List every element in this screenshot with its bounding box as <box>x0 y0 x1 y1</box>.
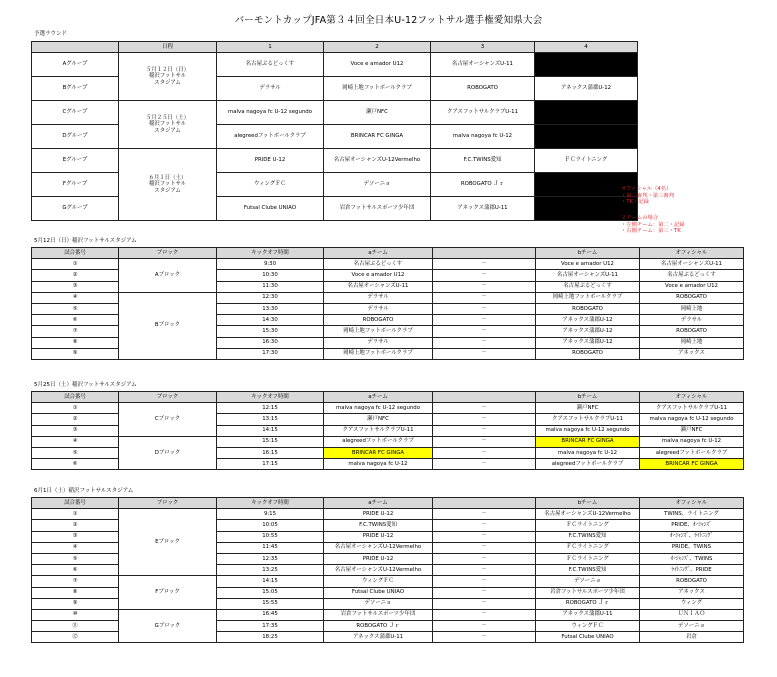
official-team: 名古屋オーシャンズU-11 <box>640 259 744 270</box>
match-number: ⑧ <box>32 337 119 348</box>
match-number: ⑦ <box>32 326 119 337</box>
official-team: BRINCAR FC GINGA <box>640 459 744 470</box>
match-header-cell: bチーム <box>536 392 640 403</box>
kickoff-time: 12:30 <box>217 292 324 303</box>
team-a: malva nagoya fc U-12 <box>324 459 433 470</box>
match-number: ⑦ <box>32 576 119 587</box>
team-b: F.C.TWINS愛知 <box>536 531 640 542</box>
match-number: ④ <box>32 542 119 553</box>
team-b: ウィングＦＣ <box>536 621 640 632</box>
team-a: 岡崎上地フットボールクラブ <box>324 348 433 359</box>
match-header-cell <box>433 248 536 259</box>
match-header-row <box>32 248 744 259</box>
kickoff-time: 18:25 <box>217 632 324 643</box>
team-a: デソーニョ <box>324 598 433 609</box>
match-header-cell: ブロック <box>119 392 217 403</box>
group-team: デソーニョ <box>324 173 431 197</box>
kickoff-time: 17:30 <box>217 348 324 359</box>
note-officials: オフィシャル（4名） ・第二審判・第三審判 ・TK・記録 <box>621 186 674 206</box>
official-team: ｵｰｼｬﾝｽﾞ、ﾗｲﾄﾆﾝｸﾞ <box>640 531 744 542</box>
group-header-cell: 4 <box>535 42 638 53</box>
group-date: ５月２５日（土） 稲沢フットサル スタジアム <box>119 101 217 149</box>
match-block: Bブロック <box>119 292 217 359</box>
team-b: 瀬戸NFC <box>536 403 640 414</box>
versus-mark: － <box>433 565 536 576</box>
team-b: ROBOGATO <box>536 348 640 359</box>
group-team: malva nagoya fc U-12 segundo <box>217 101 324 125</box>
match-header-cell: bチーム <box>536 498 640 509</box>
group-team: BRINCAR FC GINGA <box>324 125 431 149</box>
team-b: 名古屋ぶるどっくす <box>536 281 640 292</box>
team-b: ＦＣライトニング <box>536 520 640 531</box>
team-a: 名古屋オーシャンズU-12Vermelho <box>324 542 433 553</box>
kickoff-time: 15:15 <box>217 436 324 447</box>
official-team: ﾗｲﾄﾆﾝｸﾞ、PRIDE <box>640 565 744 576</box>
versus-mark: － <box>433 576 536 587</box>
match-number: ⑪ <box>32 621 119 632</box>
match-number: ⑤ <box>32 553 119 564</box>
official-team: PRIDE、ｵｰｼｬﾝｽﾞ <box>640 520 744 531</box>
group-row <box>32 53 638 77</box>
match-header-cell: aチーム <box>324 498 433 509</box>
match-number: ① <box>32 509 119 520</box>
official-team: ROBOGATO <box>640 576 744 587</box>
match-header-cell: オフィシャル <box>640 498 744 509</box>
official-team: 岡崎上地 <box>640 303 744 314</box>
team-a: デラサル <box>324 337 433 348</box>
official-team: ｵｰｼｬﾝｽﾞ、TWINS <box>640 553 744 564</box>
match-number: ⑩ <box>32 609 119 620</box>
versus-mark: － <box>433 326 536 337</box>
team-a: アネックス蒲郡U-11 <box>324 632 433 643</box>
official-team: ROBOGATO <box>640 292 744 303</box>
match-header-cell: 試合番号 <box>32 392 119 403</box>
match-header-cell: キックオフ時間 <box>217 248 324 259</box>
official-team: Voce e amador U12 <box>640 281 744 292</box>
match-header-cell: 試合番号 <box>32 498 119 509</box>
match-number: ② <box>32 520 119 531</box>
group-team: ウィングＦＣ <box>217 173 324 197</box>
match-number: ⑤ <box>32 447 119 458</box>
group-team: Futsal Clube UNIAO <box>217 197 324 221</box>
team-a: 名古屋ぶるどっくす <box>324 259 433 270</box>
official-team: 名古屋ぶるどっくす <box>640 270 744 281</box>
group-team: F.C.TWINS愛知 <box>431 149 535 173</box>
official-team: ウィング <box>640 598 744 609</box>
official-team: 瀬戸NFC <box>640 425 744 436</box>
team-b: アネックス蒲郡U-12 <box>536 315 640 326</box>
team-b: アネックス蒲郡U-12 <box>536 337 640 348</box>
group-header-cell: 1 <box>217 42 324 53</box>
versus-mark: － <box>433 632 536 643</box>
kickoff-time: 13:15 <box>217 414 324 425</box>
match-number: ② <box>32 270 119 281</box>
team-b: 名古屋オーシャンズU-12Vermelho <box>536 509 640 520</box>
kickoff-time: 16:15 <box>217 447 324 458</box>
kickoff-time: 11:30 <box>217 281 324 292</box>
official-team: クアスフットサルクラブU-11 <box>640 403 744 414</box>
group-team: ROBOGATO <box>431 77 535 101</box>
official-team: ROBOGATO <box>640 326 744 337</box>
match-header-cell: ブロック <box>119 498 217 509</box>
group-row <box>32 149 638 173</box>
team-b: 岡崎上地フットボールクラブ <box>536 292 640 303</box>
match-number: ⑥ <box>32 459 119 470</box>
versus-mark: － <box>433 425 536 436</box>
kickoff-time: 10:05 <box>217 520 324 531</box>
match-row <box>32 576 744 587</box>
group-name: Cグループ <box>32 101 119 125</box>
group-team: alegreedフットボールクラブ <box>217 125 324 149</box>
match-table-day3 <box>31 497 744 643</box>
kickoff-time: 17:15 <box>217 459 324 470</box>
match-row <box>32 509 744 520</box>
match-table-day1 <box>31 247 744 360</box>
official-team: malva nagoya fc U-12 segundo <box>640 414 744 425</box>
match-row <box>32 403 744 414</box>
section-title-day3: 6月1日（土）稲沢フットサルスタジアム <box>34 488 134 494</box>
match-number: ① <box>32 403 119 414</box>
match-row <box>32 609 744 620</box>
group-team: 名古屋オーシャンズU-11 <box>431 53 535 77</box>
group-header-cell: 2 <box>324 42 431 53</box>
match-header-cell: キックオフ時間 <box>217 498 324 509</box>
kickoff-time: 12:15 <box>217 403 324 414</box>
match-block: Aブロック <box>119 259 217 293</box>
group-team: クアスフットサルクラブU-11 <box>431 101 535 125</box>
team-b: ＦＣライトニング <box>536 542 640 553</box>
group-team: PRIDE U-12 <box>217 149 324 173</box>
versus-mark: － <box>433 531 536 542</box>
team-b: 名古屋オーシャンズU-11 <box>536 270 640 281</box>
team-a: デラサル <box>324 292 433 303</box>
team-b: Voce e amador U12 <box>536 259 640 270</box>
kickoff-time: 14:15 <box>217 576 324 587</box>
match-header-cell: キックオフ時間 <box>217 392 324 403</box>
team-a: ROBOGATO <box>324 315 433 326</box>
official-team: 岩倉 <box>640 632 744 643</box>
match-row <box>32 259 744 270</box>
kickoff-time: 10:30 <box>217 270 324 281</box>
match-number: ③ <box>32 531 119 542</box>
versus-mark: － <box>433 348 536 359</box>
versus-mark: － <box>433 553 536 564</box>
match-header-cell: ブロック <box>119 248 217 259</box>
team-b: malva nagoya fc U-12 segundo <box>536 425 640 436</box>
official-team: デソーニョ <box>640 621 744 632</box>
match-table-day2 <box>31 391 744 470</box>
group-header-cell: 日程 <box>119 42 217 53</box>
team-b: alegreedフットボールクラブ <box>536 459 640 470</box>
team-a: ウィングＦＣ <box>324 576 433 587</box>
match-header-cell <box>433 392 536 403</box>
versus-mark: － <box>433 292 536 303</box>
match-header-cell: aチーム <box>324 392 433 403</box>
versus-mark: － <box>433 459 536 470</box>
versus-mark: － <box>433 542 536 553</box>
team-a: 岩倉フットサルスポーツ少年団 <box>324 609 433 620</box>
match-header-cell: オフィシャル <box>640 392 744 403</box>
versus-mark: － <box>433 414 536 425</box>
versus-mark: － <box>433 447 536 458</box>
team-b: デソーニョ <box>536 576 640 587</box>
match-header-cell: 試合番号 <box>32 248 119 259</box>
match-header-cell: bチーム <box>536 248 640 259</box>
match-number: ④ <box>32 292 119 303</box>
group-date: ５月１２日（日） 稲沢フットサル スタジアム <box>119 53 217 101</box>
team-b: アネックス蒲郡U-11 <box>536 609 640 620</box>
document-title: バーモントカップJFA第３４回全日本U-12フットサル選手権愛知県大会 <box>234 15 543 26</box>
versus-mark: － <box>433 609 536 620</box>
group-date: ６月１日（土） 稲沢フットサル スタジアム <box>119 149 217 221</box>
kickoff-time: 16:30 <box>217 337 324 348</box>
group-header-cell: 3 <box>431 42 535 53</box>
kickoff-time: 11:45 <box>217 542 324 553</box>
kickoff-time: 13:25 <box>217 565 324 576</box>
official-team: アネックス <box>640 348 744 359</box>
team-a: クアスフットサルクラブU-11 <box>324 425 433 436</box>
group-team: 岡崎上地フットボールクラブ <box>324 77 431 101</box>
match-number: ⑥ <box>32 315 119 326</box>
match-number: ⑫ <box>32 632 119 643</box>
team-b: malva nagoya fc U-12 <box>536 447 640 458</box>
section-title-day2: 5月25日（土）稲沢フットサルスタジアム <box>34 382 137 388</box>
kickoff-time: 16:45 <box>217 609 324 620</box>
group-name: Fグループ <box>32 173 119 197</box>
note-two-teams: ２チームの場合 ・左側チーム：第二・記録 ・右側チーム：第三・TK <box>621 215 685 235</box>
team-b: クアスフットサルクラブU-11 <box>536 414 640 425</box>
match-number: ③ <box>32 281 119 292</box>
team-a: F.C.TWINS愛知 <box>324 520 433 531</box>
versus-mark: － <box>433 598 536 609</box>
match-number: ⑨ <box>32 598 119 609</box>
kickoff-time: 9:30 <box>217 259 324 270</box>
group-team: malva nagoya fc U-12 <box>431 125 535 149</box>
team-a: PRIDE U-12 <box>324 553 433 564</box>
team-b: ＦＣライトニング <box>536 553 640 564</box>
versus-mark: － <box>433 281 536 292</box>
kickoff-time: 9:15 <box>217 509 324 520</box>
team-b: Futsal Clube UNIAO <box>536 632 640 643</box>
kickoff-time: 14:15 <box>217 425 324 436</box>
team-a: BRINCAR FC GINGA <box>324 447 433 458</box>
kickoff-time: 17:35 <box>217 621 324 632</box>
match-block: Eブロック <box>119 509 217 576</box>
versus-mark: － <box>433 259 536 270</box>
team-b: ROBOGATO <box>536 303 640 314</box>
kickoff-time: 15:30 <box>217 326 324 337</box>
match-number: ⑥ <box>32 565 119 576</box>
team-a: 岡崎上地フットボールクラブ <box>324 326 433 337</box>
team-b: ROBOGATO Ｊｒ <box>536 598 640 609</box>
group-team: アネックス蒲郡U-11 <box>431 197 535 221</box>
group-name: Eグループ <box>32 149 119 173</box>
group-team: 名古屋オーシャンズU-12Vermelho <box>324 149 431 173</box>
section-title-day1: 5月12日（日）稲沢フットサルスタジアム <box>34 238 137 244</box>
match-number: ⑤ <box>32 303 119 314</box>
group-table-header <box>32 42 638 53</box>
team-b: BRINCAR FC GINGA <box>536 436 640 447</box>
official-team: alegreedフットボールクラブ <box>640 447 744 458</box>
official-team: PRIDE、TWINS <box>640 542 744 553</box>
group-team: アネックス蒲郡U-12 <box>535 77 638 101</box>
match-row <box>32 436 744 447</box>
team-a: 名古屋オーシャンズU-11 <box>324 281 433 292</box>
match-number: ⑨ <box>32 348 119 359</box>
match-number: ① <box>32 259 119 270</box>
team-a: ROBOGATO Ｊｒ <box>324 621 433 632</box>
team-b: 岩倉フットサルスポーツ少年団 <box>536 587 640 598</box>
team-b: アネックス蒲郡U-12 <box>536 326 640 337</box>
team-a: 瀬戸NFC <box>324 414 433 425</box>
group-team: ＦＣライトニング <box>535 149 638 173</box>
group-team: Voce e amador U12 <box>324 53 431 77</box>
match-block: Gブロック <box>119 609 217 643</box>
team-a: alegreedフットボールクラブ <box>324 436 433 447</box>
team-a: 名古屋オーシャンズU-12Vermelho <box>324 565 433 576</box>
versus-mark: － <box>433 509 536 520</box>
group-team: 岩倉フットサルスポーツ少年団 <box>324 197 431 221</box>
group-name: Dグループ <box>32 125 119 149</box>
match-number: ⑧ <box>32 587 119 598</box>
versus-mark: － <box>433 270 536 281</box>
match-header-cell: aチーム <box>324 248 433 259</box>
official-team: アネックス <box>640 587 744 598</box>
group-header-cell <box>32 42 119 53</box>
team-a: Futsal Clube UNIAO <box>324 587 433 598</box>
group-team: 名古屋ぶるどっくす <box>217 53 324 77</box>
group-team: 瀬戸NFC <box>324 101 431 125</box>
kickoff-time: 15:05 <box>217 587 324 598</box>
versus-mark: － <box>433 587 536 598</box>
kickoff-time: 10:55 <box>217 531 324 542</box>
group-table <box>31 41 638 221</box>
versus-mark: － <box>433 303 536 314</box>
group-cell-empty <box>535 125 638 149</box>
versus-mark: － <box>433 520 536 531</box>
match-header-row <box>32 498 744 509</box>
group-team: ROBOGATO Ｊｒ <box>431 173 535 197</box>
team-a: malva nagoya fc U-12 segundo <box>324 403 433 414</box>
group-name: Bグループ <box>32 77 119 101</box>
versus-mark: － <box>433 337 536 348</box>
match-header-cell: オフィシャル <box>640 248 744 259</box>
kickoff-time: 13:30 <box>217 303 324 314</box>
group-cell-empty <box>535 53 638 77</box>
official-team: デラサル <box>640 315 744 326</box>
versus-mark: － <box>433 436 536 447</box>
section-label-preliminary: 予選ラウンド <box>34 31 68 37</box>
group-team: デラサル <box>217 77 324 101</box>
versus-mark: － <box>433 621 536 632</box>
team-a: Voce e amador U12 <box>324 270 433 281</box>
match-header-cell <box>433 498 536 509</box>
match-number: ② <box>32 414 119 425</box>
team-a: PRIDE U-12 <box>324 509 433 520</box>
match-row <box>32 292 744 303</box>
official-team: malva nagoya fc U-12 <box>640 436 744 447</box>
match-number: ③ <box>32 425 119 436</box>
match-block: Fブロック <box>119 576 217 610</box>
versus-mark: － <box>433 403 536 414</box>
kickoff-time: 12:35 <box>217 553 324 564</box>
group-cell-empty <box>535 101 638 125</box>
team-a: デラサル <box>324 303 433 314</box>
versus-mark: － <box>433 315 536 326</box>
match-header-row <box>32 392 744 403</box>
match-number: ④ <box>32 436 119 447</box>
kickoff-time: 14:30 <box>217 315 324 326</box>
official-team: ＵＮＩＡＯ <box>640 609 744 620</box>
official-team: 岡崎上地 <box>640 337 744 348</box>
group-row <box>32 101 638 125</box>
match-block: Dブロック <box>119 436 217 470</box>
match-block: Cブロック <box>119 403 217 437</box>
kickoff-time: 15:55 <box>217 598 324 609</box>
official-team: TWINS、ライトニング <box>640 509 744 520</box>
team-b: F.C.TWINS愛知 <box>536 565 640 576</box>
team-a: PRIDE U-12 <box>324 531 433 542</box>
group-name: Gグループ <box>32 197 119 221</box>
group-name: Aグループ <box>32 53 119 77</box>
